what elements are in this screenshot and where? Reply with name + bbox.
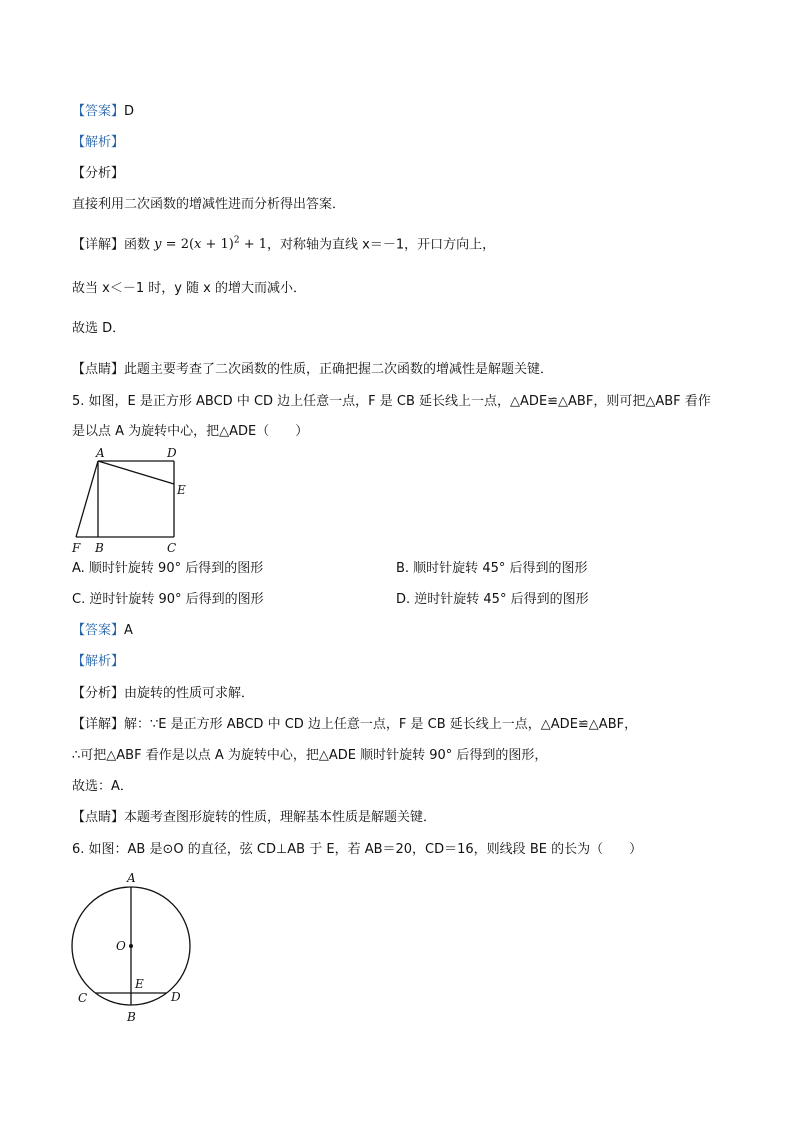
q5-line3: 故选：A． — [72, 779, 133, 794]
label-D: D — [167, 446, 177, 460]
q4-comment — [72, 361, 553, 379]
answer-value: A — [124, 623, 133, 638]
detail-pre: 函数 — [124, 237, 151, 253]
formula-y: y — [154, 237, 162, 253]
formula — [154, 237, 267, 252]
q5-detail — [72, 716, 637, 734]
q5-answer — [72, 622, 133, 640]
formula-tail: + 1 — [239, 237, 268, 253]
comment-text: 此题主要考查了二次函数的性质，正确把握二次函数的增减性是解题关键． — [124, 362, 554, 377]
label-C: C — [167, 541, 177, 555]
q5-line2: ∴可把△ABF 看作是以点 A 为旋转中心，把△ADE 顺时针旋转 90° 后得到的图形， — [72, 748, 548, 763]
label-F: F — [72, 541, 81, 555]
label-A: A — [127, 871, 136, 885]
q5-comment — [72, 809, 436, 827]
analysis-tag: 【分析】 — [72, 686, 125, 701]
label-O: O — [116, 939, 126, 953]
analysis-text: 由旋转的性质可求解． — [124, 686, 255, 701]
formula-x: x — [194, 237, 202, 253]
q4-explain-tag — [72, 134, 124, 152]
answer-value: D — [124, 104, 135, 119]
answer-tag: 【答案】 — [72, 104, 125, 119]
comment-tag: 【点睛】 — [72, 362, 125, 377]
option-d[interactable]: D. 逆时针旋转 45° 后得到的图形 — [396, 592, 589, 607]
label-C: C — [78, 991, 88, 1005]
circle-figure — [64, 866, 200, 1028]
answer-tag: 【答案】 — [72, 623, 125, 638]
q5-explain-tag — [72, 653, 124, 671]
label-A: A — [96, 446, 105, 460]
comment-tag: 【点睛】 — [72, 810, 125, 825]
analysis-tag: 【分析】 — [72, 166, 125, 181]
option-c[interactable]: C. 逆时针旋转 90° 后得到的图形 — [72, 592, 264, 607]
label-B: B — [127, 1010, 136, 1024]
comment-text: 本题考查图形旋转的性质，理解基本性质是解题关键． — [124, 810, 437, 825]
detail-tag: 【详解】 — [72, 237, 125, 253]
q4-analysis-tag — [72, 165, 124, 183]
label-E: E — [135, 977, 144, 991]
label-D: D — [171, 990, 181, 1004]
detail-tag: 【详解】 — [72, 717, 125, 732]
detail-text: 解：∵E 是正方形 ABCD 中 CD 边上任意一点，F 是 CB 延长线上一点，△ADE≌△ABF， — [124, 717, 638, 732]
formula-eq: = 2( — [161, 237, 195, 253]
q4-analysis-text: 直接利用二次函数的增减性进而分析得出答案． — [72, 197, 346, 212]
formula-exp: 2 — [233, 236, 240, 246]
formula-plus: + 1) — [201, 237, 234, 253]
label-E: E — [177, 483, 186, 497]
q6-stem: 6. 如图：AB 是⊙O 的直径，弦 CD⊥AB 于 E，若 AB＝20，CD＝16，则线段 BE 的长为（ ） — [72, 842, 643, 857]
option-a[interactable]: A. 顺时针旋转 90° 后得到的图形 — [72, 561, 264, 576]
q4-line2: 故当 x＜－1 时，y 随 x 的增大而减小． — [72, 281, 307, 296]
detail-post: ，对称轴为直线 x＝－1，开口方向上， — [267, 237, 496, 253]
square-figure — [68, 444, 198, 556]
explain-tag: 【解析】 — [72, 135, 125, 150]
q5-stem-line1: 5. 如图，E 是正方形 ABCD 中 CD 边上任意一点，F 是 CB 延长线上一点，△ADE≌△ABF，则可把△ABF 看作 — [72, 394, 711, 409]
q4-detail — [72, 232, 495, 254]
q4-answer — [72, 103, 134, 121]
option-b[interactable]: B. 顺时针旋转 45° 后得到的图形 — [396, 561, 588, 576]
explain-tag: 【解析】 — [72, 654, 125, 669]
label-B: B — [95, 541, 104, 555]
q5-analysis — [72, 685, 254, 703]
q5-stem-line2: 是以点 A 为旋转中心，把△ADE（ ） — [72, 424, 309, 439]
q4-line3: 故选 D． — [72, 321, 126, 336]
